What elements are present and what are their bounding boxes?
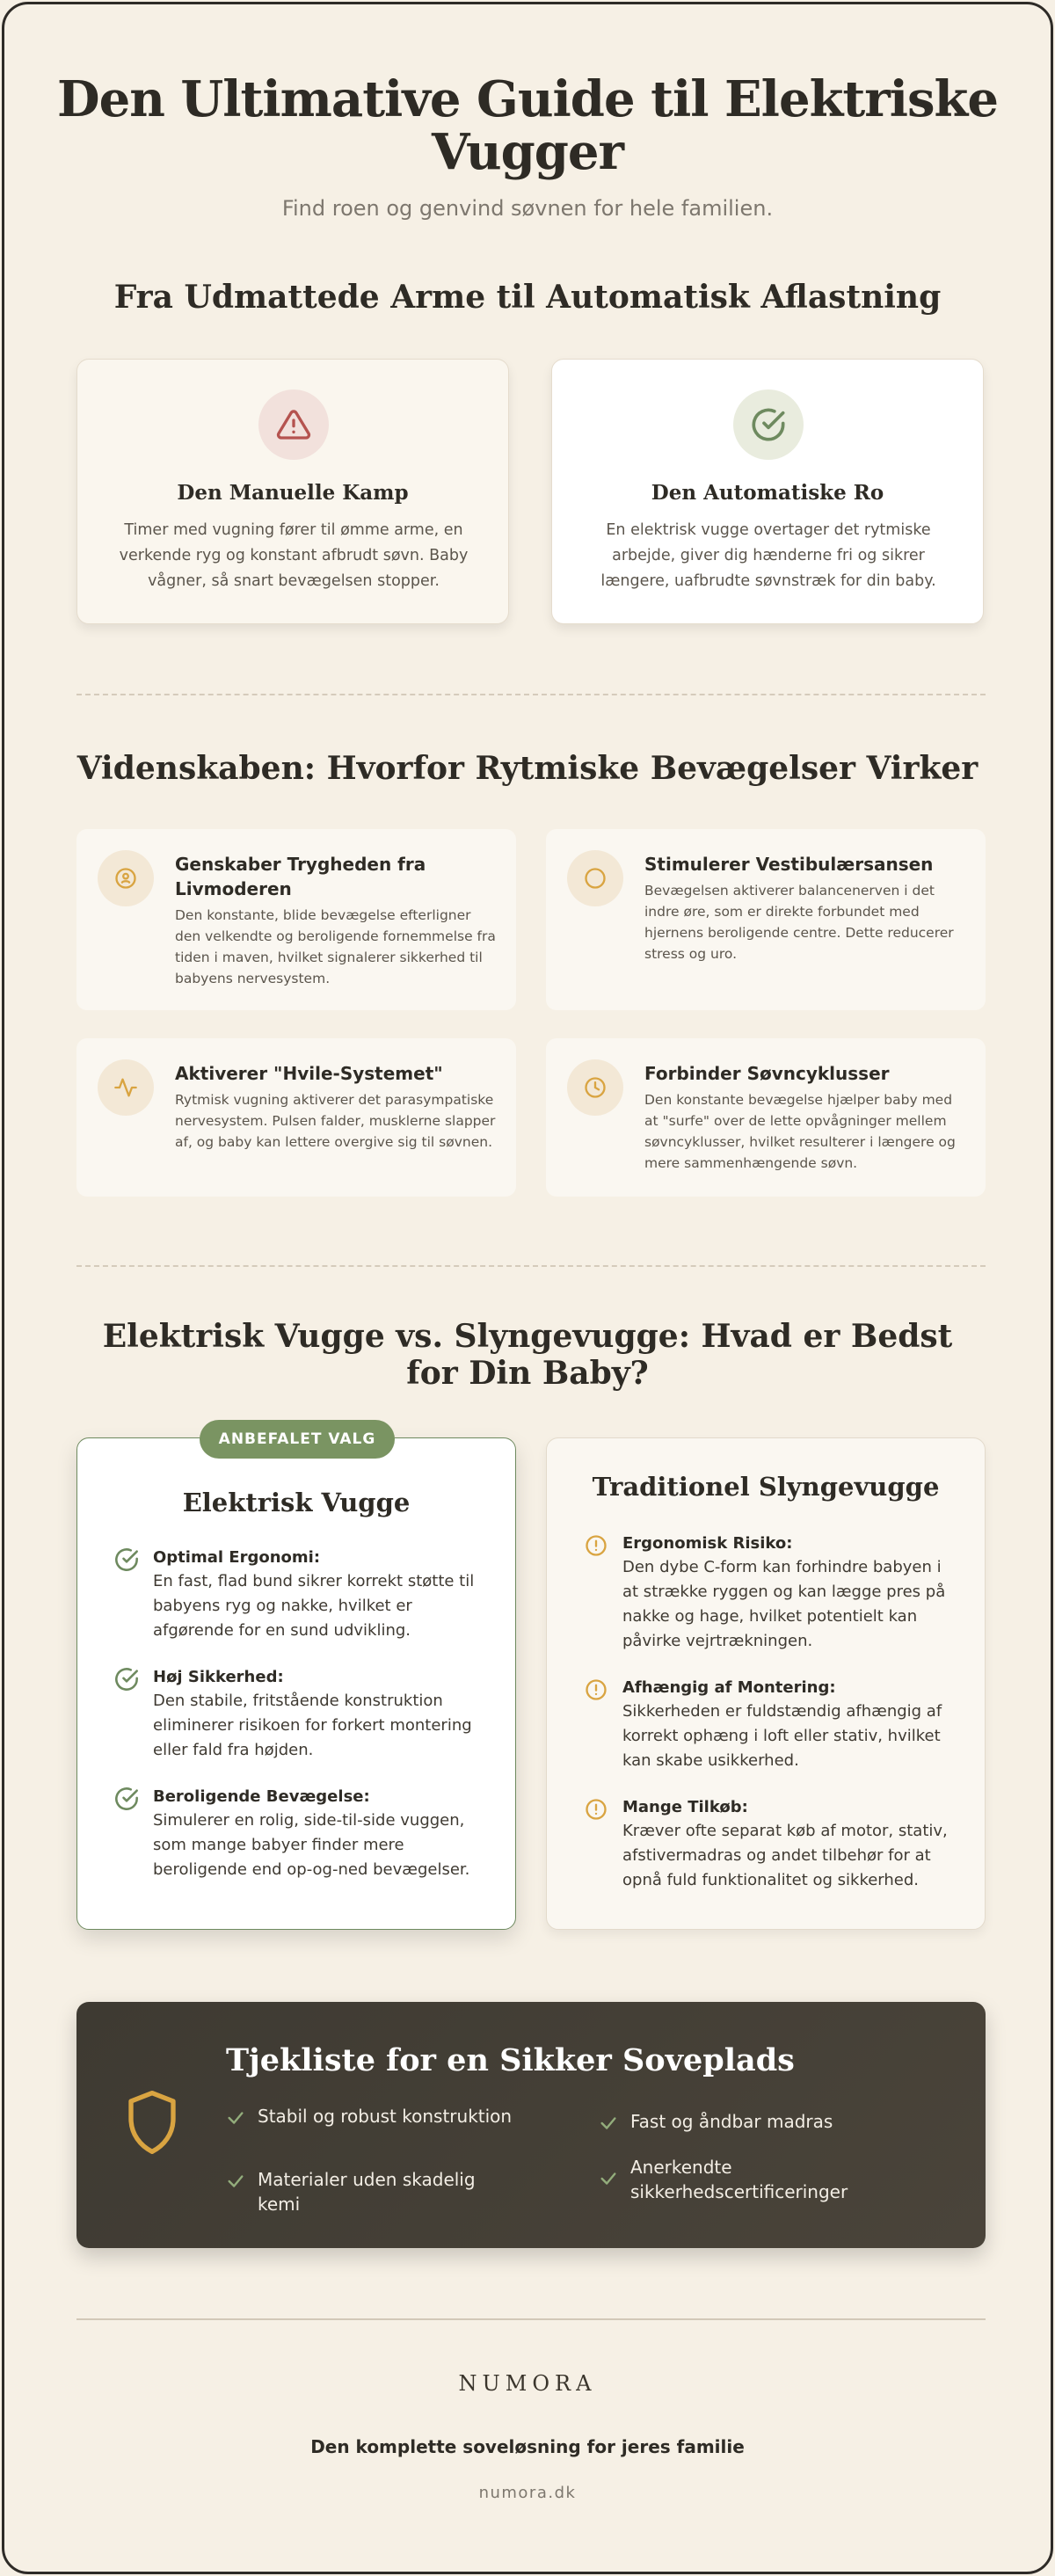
alert-icon (584, 1677, 608, 1702)
electric-cradle-card (76, 1437, 516, 1930)
womb-icon (98, 850, 154, 906)
page-frame (2, 2, 1053, 2574)
check-icon (599, 2169, 618, 2188)
card-text: En elektrisk vugge overtager det rytmiske arbejde, giver dig hænderne fri og sikrer længere, uafbrudte søvnstræk for din baby. (600, 521, 936, 590)
checklist-item-label: Anerkendte sikkerhedscertificeringer (630, 2157, 848, 2202)
science-card-title: Forbinder Søvncyklusser (644, 1063, 890, 1084)
comparison-item-text: Den stabile, fritstående konstruktion eliminerer risikoen for forkert montering eller fald fra højden. (153, 1692, 472, 1759)
science-card-title: Stimulerer Vestibulærsansen (644, 854, 934, 875)
alert-icon (584, 1797, 608, 1822)
comparison-item-text: Kræver ofte separat køb af motor, stativ, afstivermadras og andet tilbehør for at opnå fuld funktionalitet og sikkerhed. (622, 1822, 948, 1889)
footer-tagline: Den komplette soveløsning for jeres familie (310, 2436, 745, 2457)
automatic-calm-card (551, 359, 984, 624)
section-divider (76, 1265, 986, 1267)
science-card-text: Rytmisk vugning aktiverer det parasympatiske nervesystem. Pulsen falder, musklerne slapper af, og baby kan lettere overgive sig til søvnen. (175, 1092, 496, 1150)
science-card (76, 1038, 516, 1197)
circle-icon (567, 850, 623, 906)
footer-divider (76, 2318, 986, 2320)
manual-struggle-card (76, 359, 509, 624)
warning-icon (258, 389, 329, 460)
page-title: Den Ultimative Guide til Elektriske Vugger (57, 70, 998, 181)
science-card-title: Aktiverer "Hvile-Systemet" (175, 1063, 443, 1084)
page-subtitle: Find roen og genvind søvnen for hele familien. (281, 196, 774, 221)
comparison-item-heading: Beroligende Bevægelse: (153, 1787, 370, 1806)
comparison-item-text: En fast, flad bund sikrer korrekt støtte til babyens ryg og nakke, hvilket er afgørende for en sund udvikling. (153, 1572, 475, 1640)
safety-checklist-panel (76, 2002, 986, 2248)
science-card-text: Bevægelsen aktiverer balancenerven i det indre øre, som er direkte forbundet med hjernens beroligende centre. Dette reducerer stress og uro. (644, 883, 954, 962)
check-icon (226, 2108, 245, 2128)
checklist-item-label: Fast og åndbar madras (630, 2111, 833, 2132)
comparison-card-title: Elektrisk Vugge (182, 1488, 411, 1517)
check-icon (226, 2172, 245, 2191)
science-card (546, 829, 986, 1010)
checklist-title: Tjekliste for en Sikker Soveplads (226, 2042, 795, 2078)
comparison-item-text: Den dybe C-form kan forhindre babyen i at strække ryggen og kan lægge pres på nakke og hage, hvilket potentielt kan påvirke vejrtrækningen. (622, 1558, 946, 1650)
comparison-item-text: Sikkerheden er fuldstændig afhængig af korrekt ophæng i loft eller stativ, hvilket kan skabe usikkerhed. (622, 1702, 942, 1770)
contrast-section-title: Fra Udmattede Arme til Automatisk Aflastning (113, 279, 942, 316)
checklist-item-label: Materialer uden skadelig kemi (258, 2169, 476, 2215)
traditional-hanging-cradle-card (546, 1437, 986, 1930)
pulse-icon (98, 1059, 154, 1116)
recommended-badge: ANBEFALET VALG (200, 1420, 395, 1459)
comparison-item-heading: Ergonomisk Risiko: (622, 1534, 793, 1553)
science-section-title: Videnskaben: Hvorfor Rytmiske Bevægelser Virker (76, 750, 979, 787)
comparison-item-heading: Optimal Ergonomi: (153, 1548, 321, 1567)
clock-icon (567, 1059, 623, 1116)
comparison-item-heading: Mange Tilkøb: (622, 1798, 748, 1816)
checklist-item-label: Stabil og robust konstruktion (258, 2106, 513, 2127)
check-circle-icon (114, 1547, 139, 1572)
brand-logo: NUMORA (458, 2371, 597, 2396)
check-circle-icon (733, 389, 804, 460)
check-icon (599, 2114, 618, 2133)
card-title: Den Automatiske Ro (651, 481, 884, 505)
comparison-section-title: Elektrisk Vugge vs. Slyngevugge: Hvad er Bedst for Din Baby? (102, 1318, 953, 1392)
comparison-item-heading: Høj Sikkerhed: (153, 1668, 284, 1686)
comparison-item-text: Simulerer en rolig, side-til-side vuggen, som mange babyer finder mere beroligende end op-og-ned bevægelser. (153, 1811, 470, 1879)
comparison-item-heading: Afhængig af Montering: (622, 1678, 836, 1697)
science-card-text: Den konstante, blide bevægelse efterligner den velkendte og beroligende fornemmelse fra tiden i maven, hvilket signalerer sikkerhed til babyens nervesystem. (175, 907, 496, 986)
shield-icon (124, 2088, 180, 2157)
science-card (546, 1038, 986, 1197)
card-text: Timer med vugning fører til ømme arme, en verkende ryg og konstant afbrudt søvn. Baby vågner, så snart bevægelsen stopper. (119, 521, 469, 590)
card-title: Den Manuelle Kamp (177, 481, 409, 505)
check-circle-icon (114, 1786, 139, 1811)
science-card (76, 829, 516, 1010)
section-divider (76, 694, 986, 695)
science-card-title: Genskaber Trygheden fra Livmoderen (175, 854, 426, 899)
alert-icon (584, 1533, 608, 1558)
footer-url[interactable]: numora.dk (478, 2484, 577, 2502)
comparison-card-title: Traditionel Slyngevugge (592, 1472, 940, 1502)
check-circle-icon (114, 1667, 139, 1692)
science-card-text: Den konstante bevægelse hjælper baby med at "surfe" over de lette opvågninger mellem søvncyklusser, hvilket resulterer i længere og mere sammenhængende søvn. (644, 1092, 956, 1171)
